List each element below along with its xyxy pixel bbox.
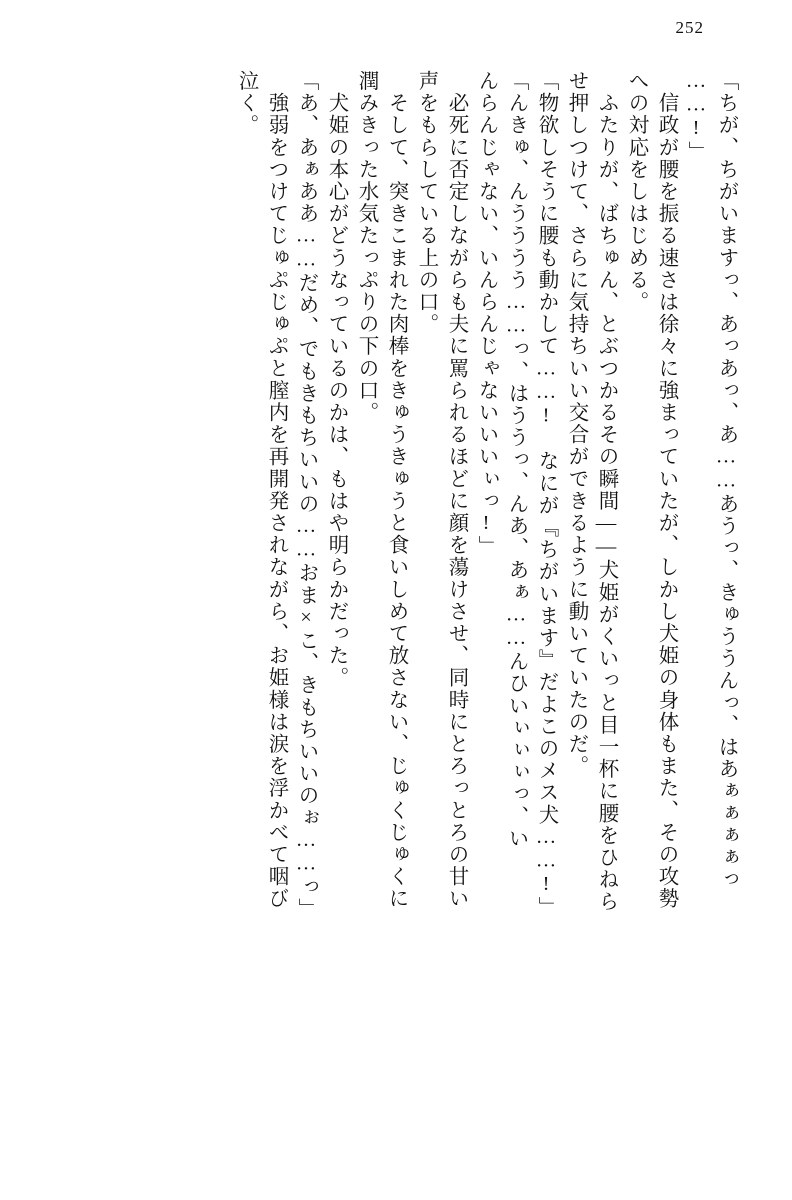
text-line: への対応をしはじめる。 [625, 70, 647, 314]
text-line: 犬姫の本心がどうなっているのかは、もはや明らかだった。 [325, 70, 347, 689]
text-line: んらんじゃない、いんらんじゃないいいぃっ!」 [475, 70, 497, 558]
text-line: そして、突きこまれた肉棒をきゅうきゅうと食いしめて放さない、じゅくじゅくに [385, 70, 407, 910]
text-line: 泣く。 [235, 70, 257, 137]
text-line: ……!」 [685, 70, 707, 163]
text-line: 強弱をつけてじゅぷじゅぷと膣内を再開発されながら、お姫様は涙を浮かべて咽び [265, 70, 287, 910]
text-line: 「物欲しそうに腰も動かして……! なにが『ちがいます』だよこのメス犬……!」 [535, 70, 557, 919]
text-line: 必死に否定しながらも夫に罵られるほどに顔を蕩けさせ、同時にとろっとろの甘い [445, 70, 467, 910]
text-line: 「んきゅ、んうううう……っ、はううっ、んあ、あぁ……んひいぃぃぃっ、い [505, 70, 527, 850]
vertical-text-body [56, 70, 736, 1144]
text-line: 「ちが、ちがいますっ、あっあっ、あ……あうっ、きゅううんっ、はあぁぁぁぁっ [715, 70, 737, 891]
text-line: 声をもらしている上の口。 [415, 70, 437, 336]
text-line: ふたりが、ばちゅん、とぶつかるその瞬間——犬姫がくいっと目一杯に腰をひねら [595, 70, 617, 913]
text-line: 信政が腰を振る速さは徐々に強まっていたが、しかし犬姫の身体もまた、その攻勢 [655, 70, 677, 910]
text-line: 潤みきった水気たっぷりの下の口。 [355, 70, 377, 424]
text-line: 「あ、あぁああ……だめ、でもきもちいいの……おま×こ、きもちいいのぉ……っ」 [295, 70, 317, 921]
page-number: 252 [675, 18, 704, 37]
text-line: せ押しつけて、さらに気持ちいい交合ができるように動いていたのだ。 [565, 70, 587, 778]
